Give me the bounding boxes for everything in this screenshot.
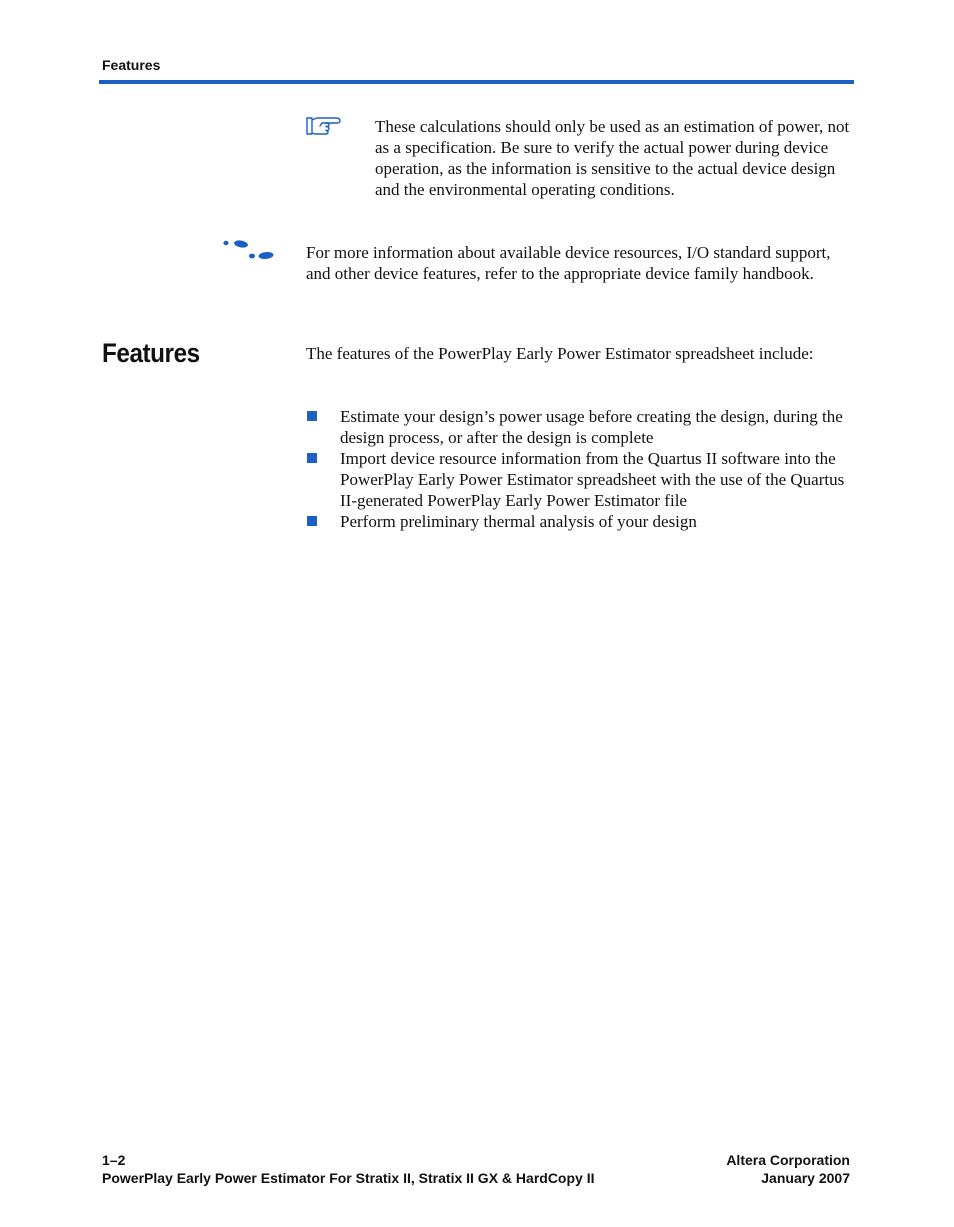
list-item-text: Import device resource information from the Quartus II software into the PowerPlay Early Power Estimator spreadsheet with the use of the Quartus II-generated PowerPlay Early Power Estimator file xyxy=(340,449,845,510)
section-heading: Features xyxy=(102,338,200,368)
publication-date: January 2007 xyxy=(761,1170,850,1186)
company-name: Altera Corporation xyxy=(726,1152,850,1168)
list-item xyxy=(306,511,856,532)
square-bullet-icon xyxy=(307,453,317,463)
footprints-icon xyxy=(222,238,276,262)
list-item xyxy=(306,406,856,448)
feature-list xyxy=(306,406,856,532)
page-number: 1–2 xyxy=(102,1152,126,1168)
list-item-text: Perform preliminary thermal analysis of your design xyxy=(340,512,697,531)
section-intro: The features of the PowerPlay Early Power Estimator spreadsheet include: xyxy=(306,344,814,363)
pointing-hand-icon xyxy=(306,114,344,138)
note-text: These calculations should only be used as an estimation of power, not as a specification. Be sure to verify the actual power during device operation, as the information is sensitive to the actual device design and the environmental operating conditions. xyxy=(375,117,850,199)
list-item xyxy=(306,448,856,511)
running-header: Features xyxy=(102,57,161,73)
header-rule xyxy=(99,80,854,84)
list-item-text: Estimate your design’s power usage before creating the design, during the design process, or after the design is complete xyxy=(340,407,843,447)
square-bullet-icon xyxy=(307,411,317,421)
footer-right xyxy=(726,1151,850,1187)
document-title: PowerPlay Early Power Estimator For Stratix II, Stratix II GX & HardCopy II xyxy=(102,1170,595,1186)
square-bullet-icon xyxy=(307,516,317,526)
footer-left xyxy=(102,1151,594,1187)
reference-text: For more information about available device resources, I/O standard support, and other device features, refer to the appropriate device family handbook. xyxy=(306,243,831,283)
